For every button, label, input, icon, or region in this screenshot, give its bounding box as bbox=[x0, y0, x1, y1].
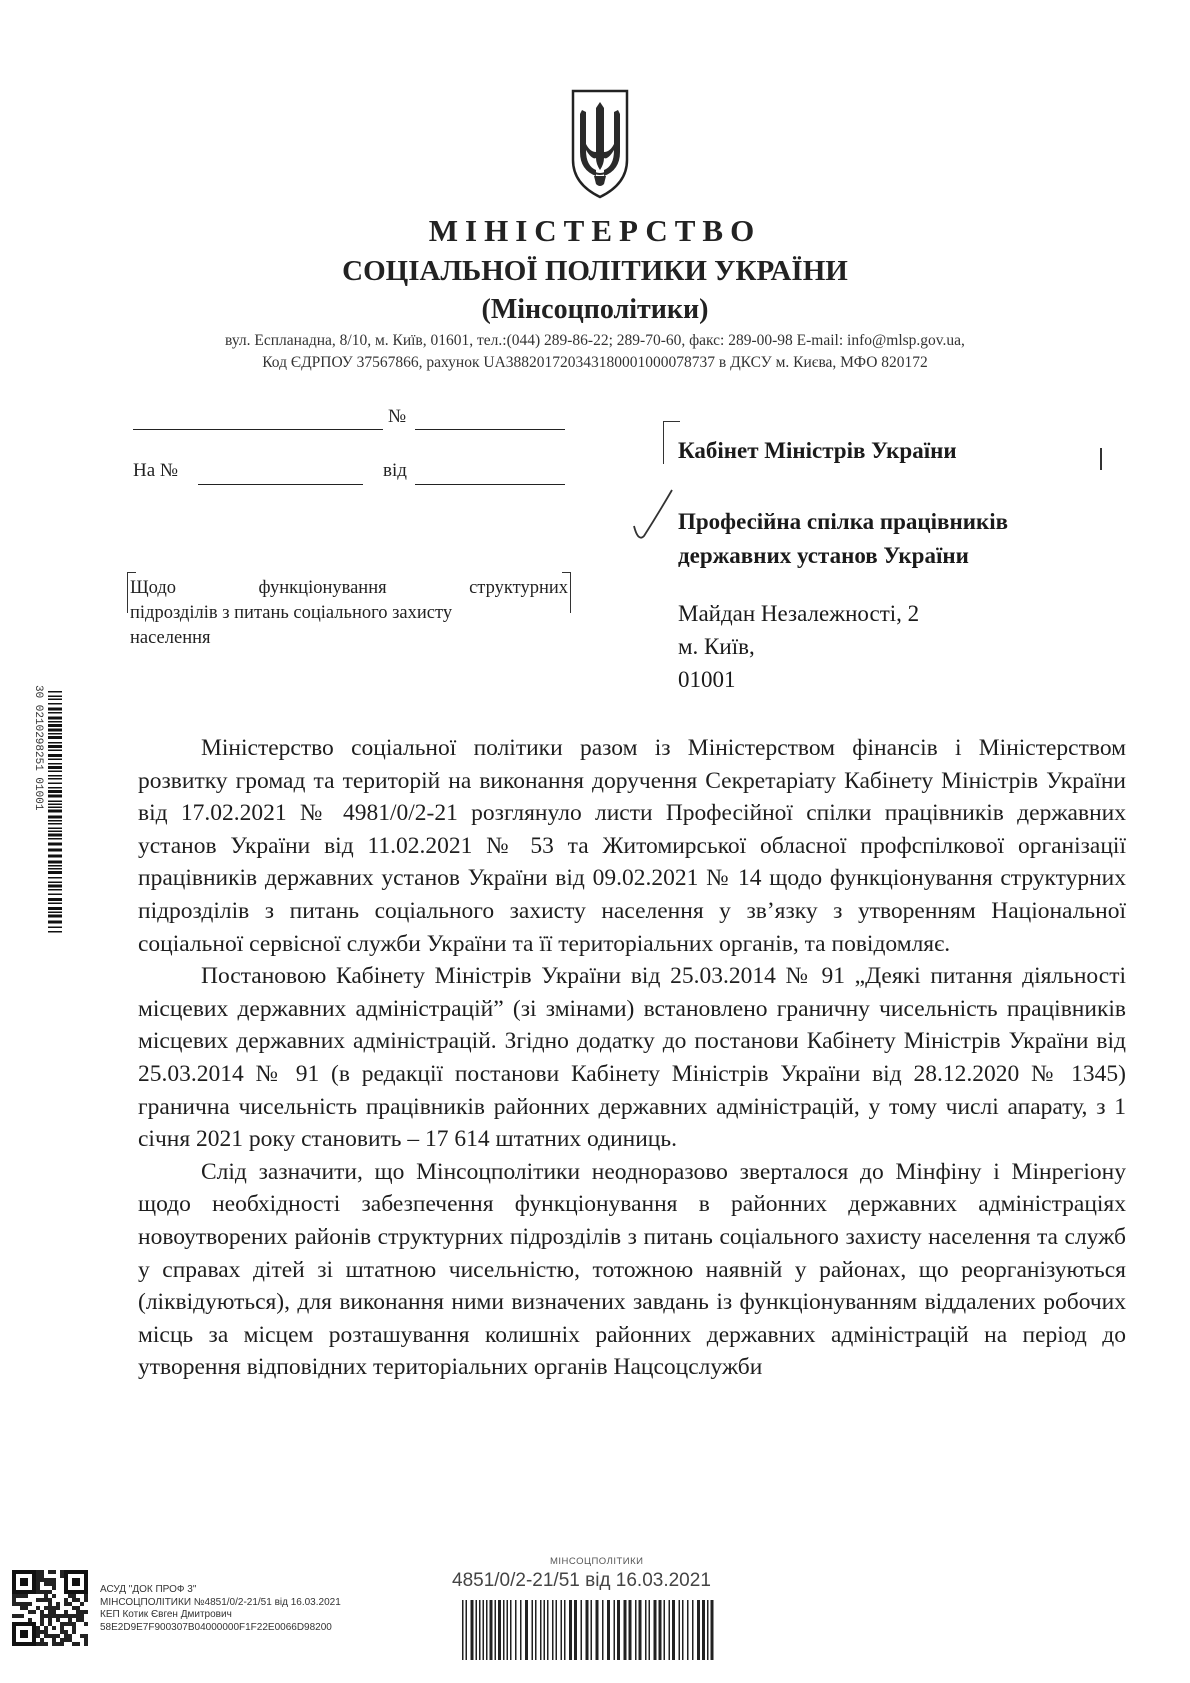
recipient-address: Майдан Незалежності, 2 м. Київ, 01001 bbox=[678, 601, 920, 692]
reply-date-field bbox=[415, 464, 565, 485]
stamp-organization: МІНСОЦПОЛІТИКИ bbox=[550, 1556, 644, 1567]
handwritten-check-mark bbox=[630, 486, 676, 546]
reply-date-label: від bbox=[383, 460, 407, 481]
body-paragraph-2: Постановою Кабінету Міністрів України від 25.03.2014 № 91 „Деякі питання діяльності місцевих державних адміністрацій” (зі змінами) встановлено граничну чисельність працівників місцевих державних адміністрацій. Згідно додатку до постанови Кабінету Міністрів України від 25.03.2014 № 91 (в редакції постанови Кабінету Міністрів України від 28.12.2020 № 1345) гранична чисельність працівників районних державних адміністрацій, у тому числі апарату, з 1 січня 2021 року становить – 17 614 штатних одиниць. bbox=[138, 963, 1126, 1153]
body-paragraph-3: Слід зазначити, що Мінсоцполітики неодноразово зверталося до Мінфіну і Мінрегіону щодо необхідності забезпечення функціонування в районних державних адміністраціях новоутворених районів структурних підрозділів з питань соціального захисту населення та служб у справах дітей зі штатною чисельністю, тотожною наявній у районах, що реорганізуються (ліквідуються), для виконання ними визначених завдань із функціонуванням віддалених робочих місць за місцем розташування колишніх районних державних адміністрацій на період до утворення відповідних територіальних органів Нацсоцслужби bbox=[138, 1158, 1126, 1381]
stamp-registration-number: 4851/0/2-21/51 від 16.03.2021 bbox=[452, 1570, 711, 1591]
recipient-union: Професійна спілка працівників державних установ України bbox=[678, 509, 1009, 568]
ministry-word: МІНІСТЕРСТВО bbox=[428, 213, 762, 248]
ministry-short-name: (Мінсоцполітики) bbox=[481, 294, 709, 325]
letter-subject: Щодо функціонування структурних підрозділів з питань соціального захисту населення bbox=[130, 578, 568, 648]
trident-emblem-icon bbox=[570, 88, 630, 200]
reply-to-label: На № bbox=[133, 460, 179, 481]
reply-number-field bbox=[198, 464, 363, 485]
recipient-bracket-right bbox=[1100, 448, 1102, 470]
footer-registration-info: АСУД "ДОК ПРОФ 3" МІНСОЦПОЛІТИКИ №4851/0/2-21/51 від 16.03.2021 КЕП Котик Євген Дмитрович 58E2D9E7F900307B04000000F1F22E0066D98200 bbox=[100, 1584, 341, 1633]
contact-line-address: вул. Еспланадна, 8/10, м. Київ, 01601, тел.:(044) 289-86-22; 289-70-60, факс: 289-00-98 E-mail: info@mlsp.gov.ua, bbox=[225, 332, 965, 349]
contact-line-bank: Код ЄДРПОУ 37567866, рахунок UA388201720343180001000078737 в ДКСУ м. Києва, МФО 820172 bbox=[262, 354, 928, 371]
svg-text:30 0210298251 01001: 30 0210298251 01001 bbox=[32, 685, 44, 811]
number-label: № bbox=[388, 406, 407, 427]
outgoing-number-field bbox=[415, 409, 565, 430]
side-barcode-icon bbox=[32, 683, 62, 938]
ministry-name: СОЦІАЛЬНОЇ ПОЛІТИКИ УКРАЇНИ bbox=[342, 255, 848, 287]
barcode-icon bbox=[460, 1600, 720, 1660]
outgoing-date-field bbox=[133, 409, 383, 430]
recipient-cabinet: Кабінет Міністрів України bbox=[678, 438, 957, 463]
qr-code-icon bbox=[12, 1570, 88, 1646]
letter-body bbox=[138, 732, 1126, 1384]
body-paragraph-1: Міністерство соціальної політики разом із Міністерством фінансів і Міністерством розвитку громад та територій на виконання доручення Секретаріату Кабінету Міністрів України від 17.02.2021 № 4981/0/2-21 розглянуло листи Професійної спілки працівників державних установ України від 11.02.2021 № 53 та Житомирської обласної профспілкової організації працівників державних установ України від 09.02.2021 № 14 щодо функціонування структурних підрозділів з питань соціального захисту населення у зв’язку з утворенням Національної соціальної сервісної служби України та її територіальних органів, та повідомляє. bbox=[138, 735, 1126, 957]
